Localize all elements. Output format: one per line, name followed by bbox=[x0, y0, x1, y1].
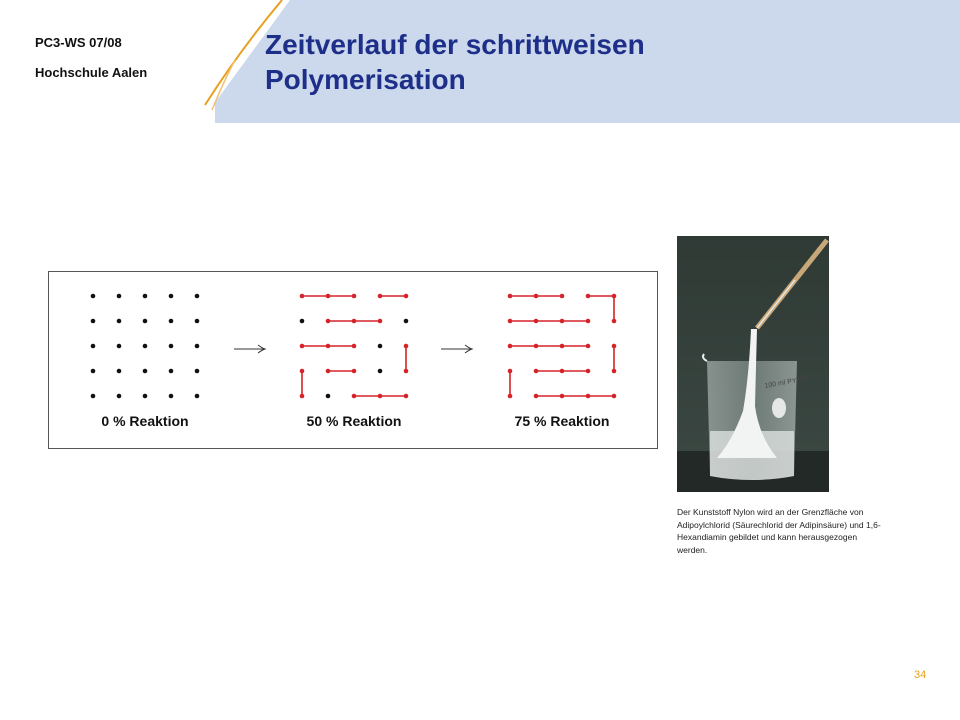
bonded-monomer-dot bbox=[352, 394, 357, 399]
reaction-arrow-icon bbox=[234, 345, 265, 353]
monomer-dot bbox=[143, 394, 148, 399]
bonded-monomer-dot bbox=[300, 369, 305, 374]
title-line-2: Polymerisation bbox=[265, 64, 466, 95]
bonded-monomer-dot bbox=[508, 394, 513, 399]
bonded-monomer-dot bbox=[352, 294, 357, 299]
monomer-dot bbox=[169, 369, 174, 374]
slide-header bbox=[0, 0, 960, 123]
monomer-dot bbox=[300, 319, 305, 324]
monomer-dot bbox=[143, 369, 148, 374]
bonded-monomer-dot bbox=[378, 294, 383, 299]
monomer-dot bbox=[169, 294, 174, 299]
bonded-monomer-dot bbox=[586, 319, 591, 324]
monomer-dot bbox=[91, 319, 96, 324]
monomer-dot bbox=[195, 344, 200, 349]
bonded-monomer-dot bbox=[612, 369, 617, 374]
monomer-dot bbox=[195, 294, 200, 299]
monomer-dot bbox=[91, 369, 96, 374]
bonded-monomer-dot bbox=[326, 369, 331, 374]
monomer-dot bbox=[169, 344, 174, 349]
monomer-dot bbox=[143, 319, 148, 324]
monomer-dot bbox=[326, 394, 331, 399]
stage-75-grid bbox=[508, 294, 617, 399]
monomer-dot bbox=[117, 394, 122, 399]
slide-title bbox=[265, 27, 865, 97]
bonded-monomer-dot bbox=[326, 319, 331, 324]
bonded-monomer-dot bbox=[508, 294, 513, 299]
monomer-dot bbox=[195, 394, 200, 399]
stage-label-50: 50 % Reaktion bbox=[306, 413, 402, 429]
page-number: 34 bbox=[914, 669, 927, 681]
bonded-monomer-dot bbox=[352, 369, 357, 374]
stage-label-75: 75 % Reaktion bbox=[514, 413, 610, 429]
monomer-dot bbox=[117, 319, 122, 324]
monomer-dot bbox=[195, 369, 200, 374]
bonded-monomer-dot bbox=[534, 344, 539, 349]
reaction-arrow-icon bbox=[441, 345, 472, 353]
bonded-monomer-dot bbox=[612, 344, 617, 349]
bonded-monomer-dot bbox=[352, 344, 357, 349]
monomer-dot bbox=[169, 319, 174, 324]
bonded-monomer-dot bbox=[508, 319, 513, 324]
nylon-rope-trick-photo bbox=[677, 236, 829, 492]
figure-caption: Der Kunststoff Nylon wird an der Grenzfläche von Adipoylchlorid (Säurechlorid der Adipinsäure) und 1,6-Hexandiamin gebildet und kann herausgezogen werden. bbox=[677, 507, 881, 555]
bonded-monomer-dot bbox=[586, 344, 591, 349]
bonded-monomer-dot bbox=[508, 344, 513, 349]
stage-50-grid bbox=[300, 294, 409, 399]
bonded-monomer-dot bbox=[378, 319, 383, 324]
bonded-monomer-dot bbox=[404, 394, 409, 399]
monomer-dot bbox=[91, 294, 96, 299]
bonded-monomer-dot bbox=[586, 394, 591, 399]
bonded-monomer-dot bbox=[560, 294, 565, 299]
bonded-monomer-dot bbox=[560, 319, 565, 324]
bonded-monomer-dot bbox=[586, 369, 591, 374]
monomer-dot bbox=[143, 344, 148, 349]
bonded-monomer-dot bbox=[378, 394, 383, 399]
bonded-monomer-dot bbox=[404, 344, 409, 349]
bonded-monomer-dot bbox=[612, 394, 617, 399]
bonded-monomer-dot bbox=[560, 369, 565, 374]
polymerization-diagram-svg bbox=[49, 272, 657, 448]
bonded-monomer-dot bbox=[300, 394, 305, 399]
bonded-monomer-dot bbox=[560, 394, 565, 399]
monomer-dot bbox=[117, 294, 122, 299]
title-line-1: Zeitverlauf der schrittweisen bbox=[265, 29, 645, 60]
bonded-monomer-dot bbox=[326, 294, 331, 299]
institution-label: Hochschule Aalen bbox=[35, 65, 148, 80]
bonded-monomer-dot bbox=[326, 344, 331, 349]
course-label: PC3-WS 07/08 bbox=[35, 35, 122, 50]
monomer-dot bbox=[117, 369, 122, 374]
monomer-dot bbox=[404, 319, 409, 324]
bonded-monomer-dot bbox=[560, 344, 565, 349]
stage-0-grid bbox=[91, 294, 200, 399]
bonded-monomer-dot bbox=[612, 319, 617, 324]
monomer-dot bbox=[117, 344, 122, 349]
monomer-dot bbox=[143, 294, 148, 299]
monomer-dot bbox=[195, 319, 200, 324]
beaker-marking: 100 ml PYREX bbox=[764, 374, 812, 390]
bonded-monomer-dot bbox=[300, 344, 305, 349]
bonded-monomer-dot bbox=[352, 319, 357, 324]
monomer-dot bbox=[169, 394, 174, 399]
bonded-monomer-dot bbox=[534, 369, 539, 374]
monomer-dot bbox=[378, 344, 383, 349]
bonded-monomer-dot bbox=[534, 294, 539, 299]
bonded-monomer-dot bbox=[508, 369, 513, 374]
polymerization-diagram bbox=[48, 271, 658, 449]
bonded-monomer-dot bbox=[586, 294, 591, 299]
monomer-dot bbox=[378, 369, 383, 374]
bonded-monomer-dot bbox=[404, 369, 409, 374]
bonded-monomer-dot bbox=[404, 294, 409, 299]
bonded-monomer-dot bbox=[534, 394, 539, 399]
bonded-monomer-dot bbox=[300, 294, 305, 299]
monomer-dot bbox=[91, 344, 96, 349]
bonded-monomer-dot bbox=[612, 294, 617, 299]
stage-label-0: 0 % Reaktion bbox=[101, 413, 189, 429]
bonded-monomer-dot bbox=[534, 319, 539, 324]
monomer-dot bbox=[91, 394, 96, 399]
